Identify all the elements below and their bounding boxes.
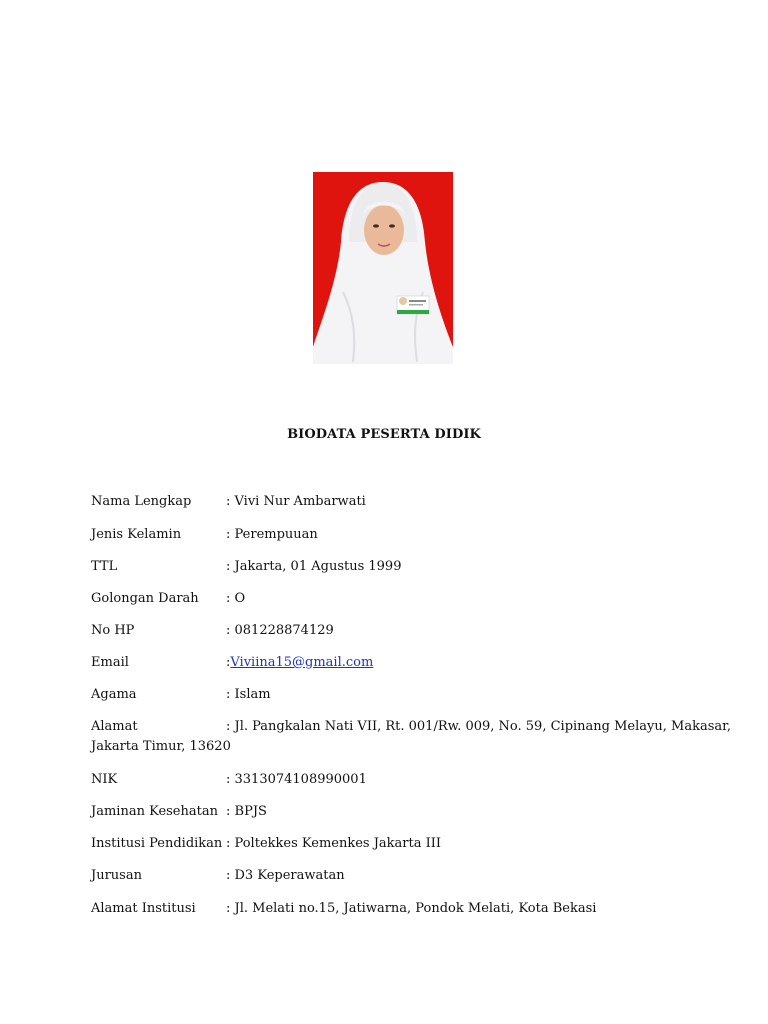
field-label: Jurusan: [91, 868, 142, 883]
field-value: : Poltekkes Kemenkes Jakarta III: [226, 836, 442, 851]
field-value: : Perempuuan: [226, 527, 318, 542]
field-label: Alamat: [91, 719, 138, 734]
field-value: : 081228874129: [226, 623, 334, 638]
field-colon: :: [226, 655, 231, 670]
field-value: : 3313074108990001: [226, 772, 367, 787]
field-label: TTL: [91, 559, 118, 574]
page-title: BIODATA PESERTA DIDIK: [287, 427, 481, 442]
portrait-photo-image: [313, 172, 453, 364]
portrait-photo: [313, 172, 453, 364]
field-label: Email: [91, 655, 129, 670]
field-label: Jaminan Kesehatan: [91, 804, 218, 819]
field-label: Golongan Darah: [91, 591, 199, 606]
field-label: Alamat Institusi: [91, 901, 196, 916]
field-value: : D3 Keperawatan: [226, 868, 345, 883]
field-value-continuation: Jakarta Timur, 13620: [91, 739, 231, 754]
field-label: No HP: [91, 623, 135, 638]
email-link[interactable]: Viviina15@gmail.com: [230, 655, 374, 670]
field-value: : Jakarta, 01 Agustus 1999: [226, 559, 402, 574]
field-label: Jenis Kelamin: [91, 527, 182, 542]
field-label: NIK: [91, 772, 118, 787]
field-value: : BPJS: [226, 804, 267, 819]
field-label: Institusi Pendidikan: [91, 836, 223, 851]
field-value: : Jl. Melati no.15, Jatiwarna, Pondok Melati, Kota Bekasi: [226, 901, 597, 916]
field-value: : O: [226, 591, 246, 606]
field-label: Nama Lengkap: [91, 494, 192, 509]
field-value: : Islam: [226, 687, 271, 702]
field-value: : Vivi Nur Ambarwati: [226, 494, 366, 509]
field-value: [226, 654, 373, 671]
field-value: : Jl. Pangkalan Nati VII, Rt. 001/Rw. 009, No. 59, Cipinang Melayu, Makasar,: [226, 719, 732, 734]
field-label: Agama: [91, 687, 137, 702]
